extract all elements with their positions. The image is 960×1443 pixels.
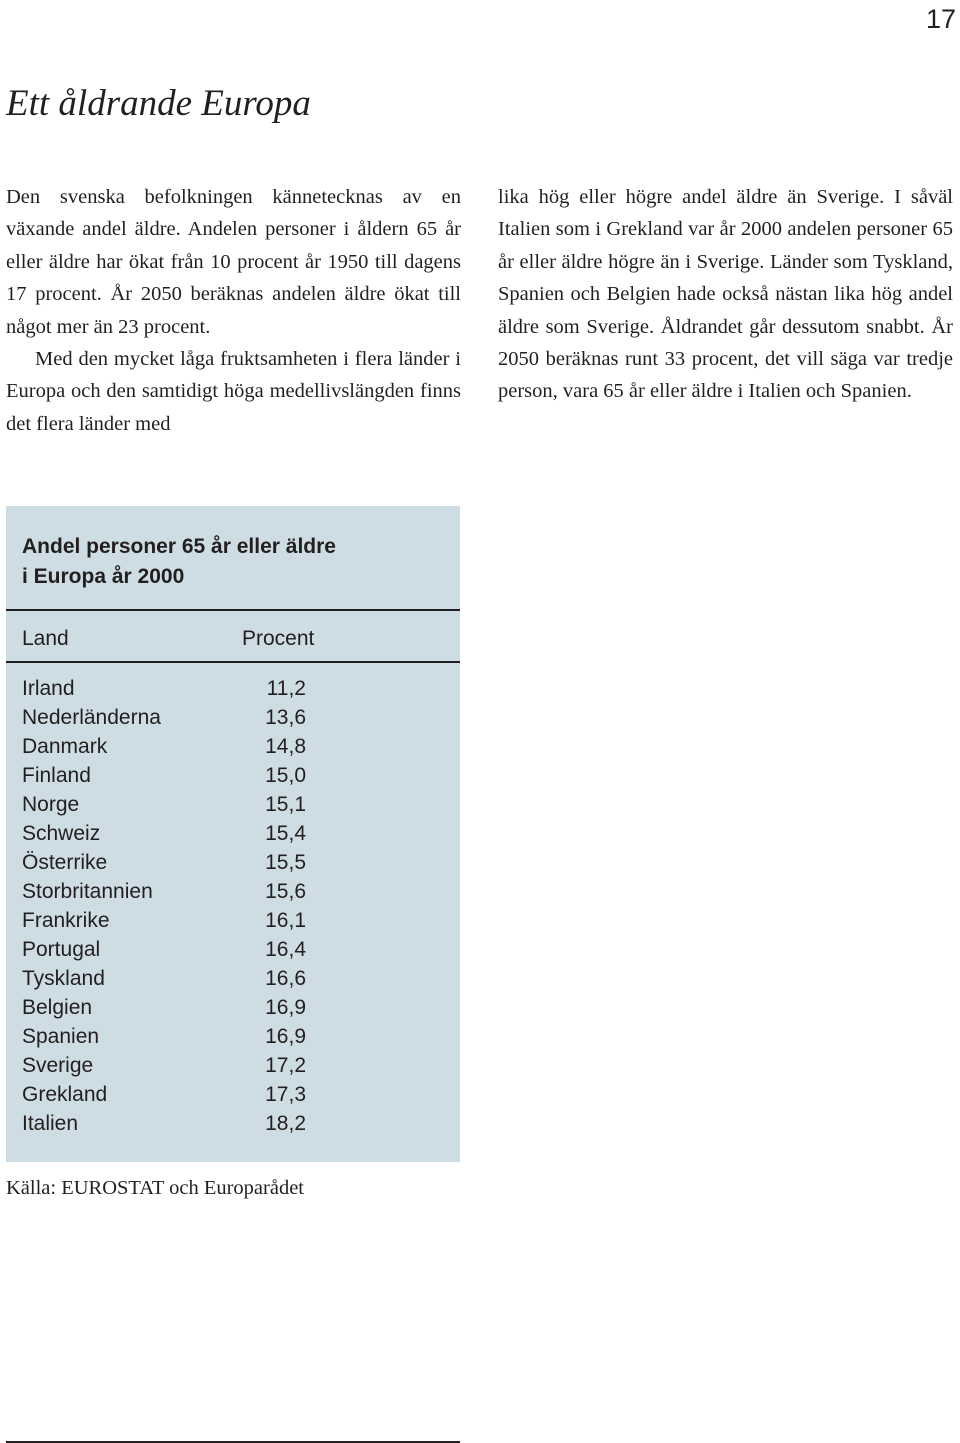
country-cell: Schweiz	[22, 822, 101, 845]
country-cell: Spanien	[22, 1025, 100, 1048]
percent-cell: 17,3	[265, 1083, 306, 1106]
table-row	[6, 732, 460, 761]
country-cell: Grekland	[22, 1083, 108, 1106]
percent-cell: 11,2	[266, 677, 306, 700]
column-header-land: Land	[22, 627, 69, 650]
table-row	[6, 790, 460, 819]
table-row	[6, 1051, 460, 1080]
table-row	[6, 906, 460, 935]
table-row	[6, 674, 460, 703]
source-note: Källa: EUROSTAT och Europarådet	[6, 1177, 305, 1199]
page-number: 17	[925, 4, 956, 34]
percent-cell: 14,8	[265, 735, 306, 758]
country-cell: Tyskland	[22, 967, 105, 990]
country-cell: Finland	[22, 764, 91, 787]
table-divider	[6, 661, 460, 663]
table-row	[6, 935, 460, 964]
table-row	[6, 703, 460, 732]
body-paragraph: lika hög eller högre andel äldre än Sverige. I såväl Italien som i Grekland var år 2000 andelen personer 65 år eller äldre högre än i Sverige. Länder som Tyskland, Spanien och Belgien hade också nästan lika hög andel äldre som Sverige. Åldrandet går dessutom snabbt. År 2050 beräknas runt 33 procent, det vill säga var tredje person, vara 65 år eller äldre i Italien och Spanien.	[498, 186, 953, 403]
table-row	[6, 1080, 460, 1109]
table-divider	[6, 609, 460, 611]
percent-cell: 15,6	[265, 880, 306, 903]
percent-cell: 15,4	[265, 822, 306, 845]
percent-cell: 16,9	[265, 1025, 306, 1048]
country-cell: Belgien	[22, 996, 93, 1019]
body-column-left	[6, 181, 461, 440]
percent-cell: 17,2	[265, 1054, 306, 1077]
body-paragraph: Med den mycket låga fruktsamheten i flera länder i Europa och den samtidigt höga medellivslängden finns det flera länder med	[6, 348, 461, 435]
page-heading: Ett åldrande Europa	[6, 83, 311, 124]
percent-cell: 16,4	[265, 938, 306, 961]
percent-cell: 15,1	[265, 793, 306, 816]
table-row	[6, 1022, 460, 1051]
country-cell: Irland	[22, 677, 75, 700]
table-row	[6, 819, 460, 848]
table-title	[22, 532, 336, 592]
country-cell: Norge	[22, 793, 80, 816]
table-title-line: i Europa år 2000	[22, 565, 185, 588]
table-row	[6, 848, 460, 877]
table-row	[6, 964, 460, 993]
table-title-line: Andel personer 65 år eller äldre	[22, 535, 336, 558]
percent-cell: 16,6	[265, 967, 306, 990]
statistics-table	[6, 506, 460, 1162]
table-row	[6, 993, 460, 1022]
country-cell: Frankrike	[22, 909, 110, 932]
country-cell: Sverige	[22, 1054, 94, 1077]
country-cell: Österrike	[22, 851, 108, 874]
country-cell: Danmark	[22, 735, 108, 758]
percent-cell: 15,0	[265, 764, 306, 787]
body-paragraph: Den svenska befolkningen kännetecknas av en växande andel äldre. Andelen personer i åldern 65 år eller äldre har ökat från 10 procent år 1950 till dagens 17 procent. År 2050 beräknas andelen äldre ökat till något mer än 23 procent.	[6, 186, 461, 338]
percent-cell: 18,2	[265, 1112, 306, 1135]
body-column-right	[498, 181, 953, 408]
table-row	[6, 761, 460, 790]
country-cell: Storbritannien	[22, 880, 153, 903]
country-cell: Italien	[22, 1112, 79, 1135]
table-row	[6, 877, 460, 906]
column-header-procent: Procent	[242, 627, 315, 650]
table-row	[6, 1109, 460, 1138]
percent-cell: 16,9	[265, 996, 306, 1019]
country-cell: Portugal	[22, 938, 101, 961]
percent-cell: 13,6	[265, 706, 306, 729]
percent-cell: 16,1	[265, 909, 306, 932]
percent-cell: 15,5	[265, 851, 306, 874]
country-cell: Nederländerna	[22, 706, 161, 729]
table-body	[6, 674, 460, 1138]
